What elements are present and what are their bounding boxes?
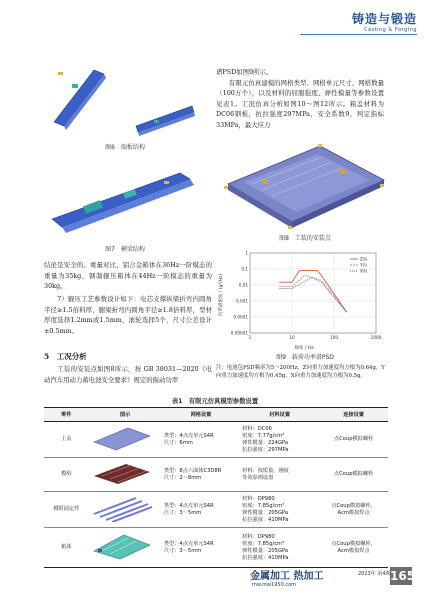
table-cell-mesh: 类型：4点壳单元S4R 尺寸：6mm — [162, 422, 240, 458]
table-cell-material: 材料：按质量、刚度 等效原则设置 — [240, 458, 319, 492]
table-cell-image — [88, 528, 161, 568]
section-heading: 5 工况分析 — [44, 352, 87, 361]
table-cell-connection: 点Coup模拟螺栓 — [319, 458, 388, 492]
chart-legend-label: Z向 — [360, 256, 368, 262]
chart-axes — [231, 251, 382, 341]
footer-url: mw.mw1950.com — [252, 582, 297, 588]
figure-8-image — [222, 140, 392, 230]
table-row — [44, 458, 388, 492]
journal-title: 铸造与锻造 — [351, 12, 417, 26]
table-cell-connection: 点Coup模拟螺栓 — [319, 422, 388, 458]
chart-x-tick-label: 1 — [248, 335, 252, 340]
body-paragraph-3: 工装的安装点如图8所示，按 GB 38031—2020《电动汽车用动力蓄电池安全要求》规定的振动功率 — [44, 365, 212, 384]
figure-7-image — [44, 165, 204, 237]
chart-x-tick-label: 10 — [289, 335, 295, 340]
chart-y-tick-label: 0.1 — [241, 266, 248, 272]
table-header-material: 材料设置 — [240, 408, 319, 422]
figure-6-caption: 图6 端板结构 — [105, 144, 145, 151]
table-cell-part: 模组 — [44, 458, 88, 492]
chart-y-tick-label: 0.0001 — [233, 314, 248, 320]
header-rule — [300, 34, 417, 35]
table-cell-part: 上盖 — [44, 422, 88, 458]
table-header-image: 图示 — [88, 408, 161, 422]
table-row — [44, 528, 388, 568]
table-cell-mesh: 类型：4点壳单元S4R 尺寸：3～5mm — [162, 528, 240, 568]
chart-y-tick-label: 0.00001 — [230, 330, 248, 336]
table-row — [44, 422, 388, 458]
table-header-part: 零件 — [44, 408, 88, 422]
chart-x-tick-label: 1000 — [370, 335, 382, 340]
fixture-thumbnail — [90, 494, 154, 522]
table-caption: 表1 有限元仿真模型参数设置 — [171, 398, 259, 405]
table-cell-part: 箱体 — [44, 528, 88, 568]
chart-x-tick-label: 100 — [330, 335, 338, 340]
chart-y-tick-label: 1 — [245, 250, 248, 256]
lid-thumbnail — [90, 424, 154, 452]
psd-chart — [216, 245, 388, 351]
table-header-row — [44, 408, 388, 422]
table-cell-image — [88, 422, 161, 458]
parameter-table — [44, 407, 388, 568]
figure-9-caption: 图9 载荷功率谱PSD — [276, 354, 334, 361]
table-cell-part: 模组固定件 — [44, 492, 88, 528]
body-paragraph-2: 7）辊压工艺参数设计如下：电芯支撑纵梁折弯内圆角半径≥1.5倍料厚，腿梁折弯内圆角半径≥1.8倍料厚，型材厚度选择1.2mm或1.5mm，滚轮选择5个，尺寸公差设计±0.5mm。 — [44, 295, 212, 335]
table-header-connection: 连接设置 — [319, 408, 388, 422]
journal-subtitle: Casting & Forging — [363, 27, 417, 33]
table-cell-connection: 点Coup模拟螺栓， Acm模拟焊点 — [319, 492, 388, 528]
chart-y-tick-label: 0.001 — [236, 298, 248, 304]
chart-legend-label: Y向 — [360, 262, 367, 268]
right-column-paragraph: 谱PSD如图9所示。 有限元仿真建模的网格类型、网格单元尺寸、网格数量（100万个），以及材料的屈服强度、弹性模量等参数设置见表1。工况仿真分析如图10～图12所示。箱盖材料为DC06钢板，抗拉强度297MPa，安全系数9，判定指标33MPa，最大应力 — [216, 68, 384, 129]
page-number: 165 — [390, 569, 416, 583]
table-row — [44, 492, 388, 528]
footer-issue: 2023年 第4期 — [358, 571, 391, 577]
chart-note: 注：电池包PSD频率为5～200Hz，Z向重力加速度均方根为0.64g，Y向重力加速度均方根为0.45g，X向重力加速度均方根为0.5g。 — [216, 365, 385, 379]
figure-6-image — [44, 62, 204, 142]
table-cell-image — [88, 458, 161, 492]
chart-y-tick-label: 0.01 — [238, 282, 248, 288]
table-cell-mesh: 类型：8点六面体C3D8R 尺寸：2～8mm — [162, 458, 240, 492]
chart-legend-label: X向 — [360, 268, 368, 274]
journal-header — [352, 10, 417, 33]
table-cell-connection: 点Coup模拟螺栓， Acm模拟焊点 — [319, 528, 388, 568]
table-cell-image — [88, 492, 161, 528]
figure-8-caption: 图8 工装的安装点 — [279, 235, 331, 242]
table-cell-material: 材料：DC06 密度：7.77g/cm³ 弹性模量：224GPa 抗拉强度：297MPa — [240, 422, 319, 458]
box-thumbnail — [90, 531, 154, 561]
module-thumbnail — [90, 460, 154, 486]
chart-x-axis-label: 频率 / Hz — [294, 346, 314, 351]
figure-7-caption: 图7 横梁结构 — [105, 246, 145, 253]
chart-y-axis-label: 功率谱密度 / (g²/Hz) — [219, 273, 224, 317]
body-paragraph-1: 结论是安全的。重量对比，铝合金箱体在36Hz一阶模态的重量为35kg，钢制辊压箱体在44Hz一阶模态的重量为30kg。 — [44, 261, 212, 291]
table-cell-material: 材料：DP980 密度：7.85g/cm³ 弹性模量：205GPa 抗拉强度：410MPa — [240, 528, 319, 568]
table-cell-mesh: 类型：4点壳单元S4R 尺寸：3～5mm — [162, 492, 240, 528]
table-cell-material: 材料：DP980 密度：7.85g/cm³ 弹性模量：205GPa 抗拉强度：410MPa — [240, 492, 319, 528]
table-header-mesh: 网格设置 — [162, 408, 240, 422]
footer-logo: 金属加工 热加工 — [250, 571, 324, 582]
